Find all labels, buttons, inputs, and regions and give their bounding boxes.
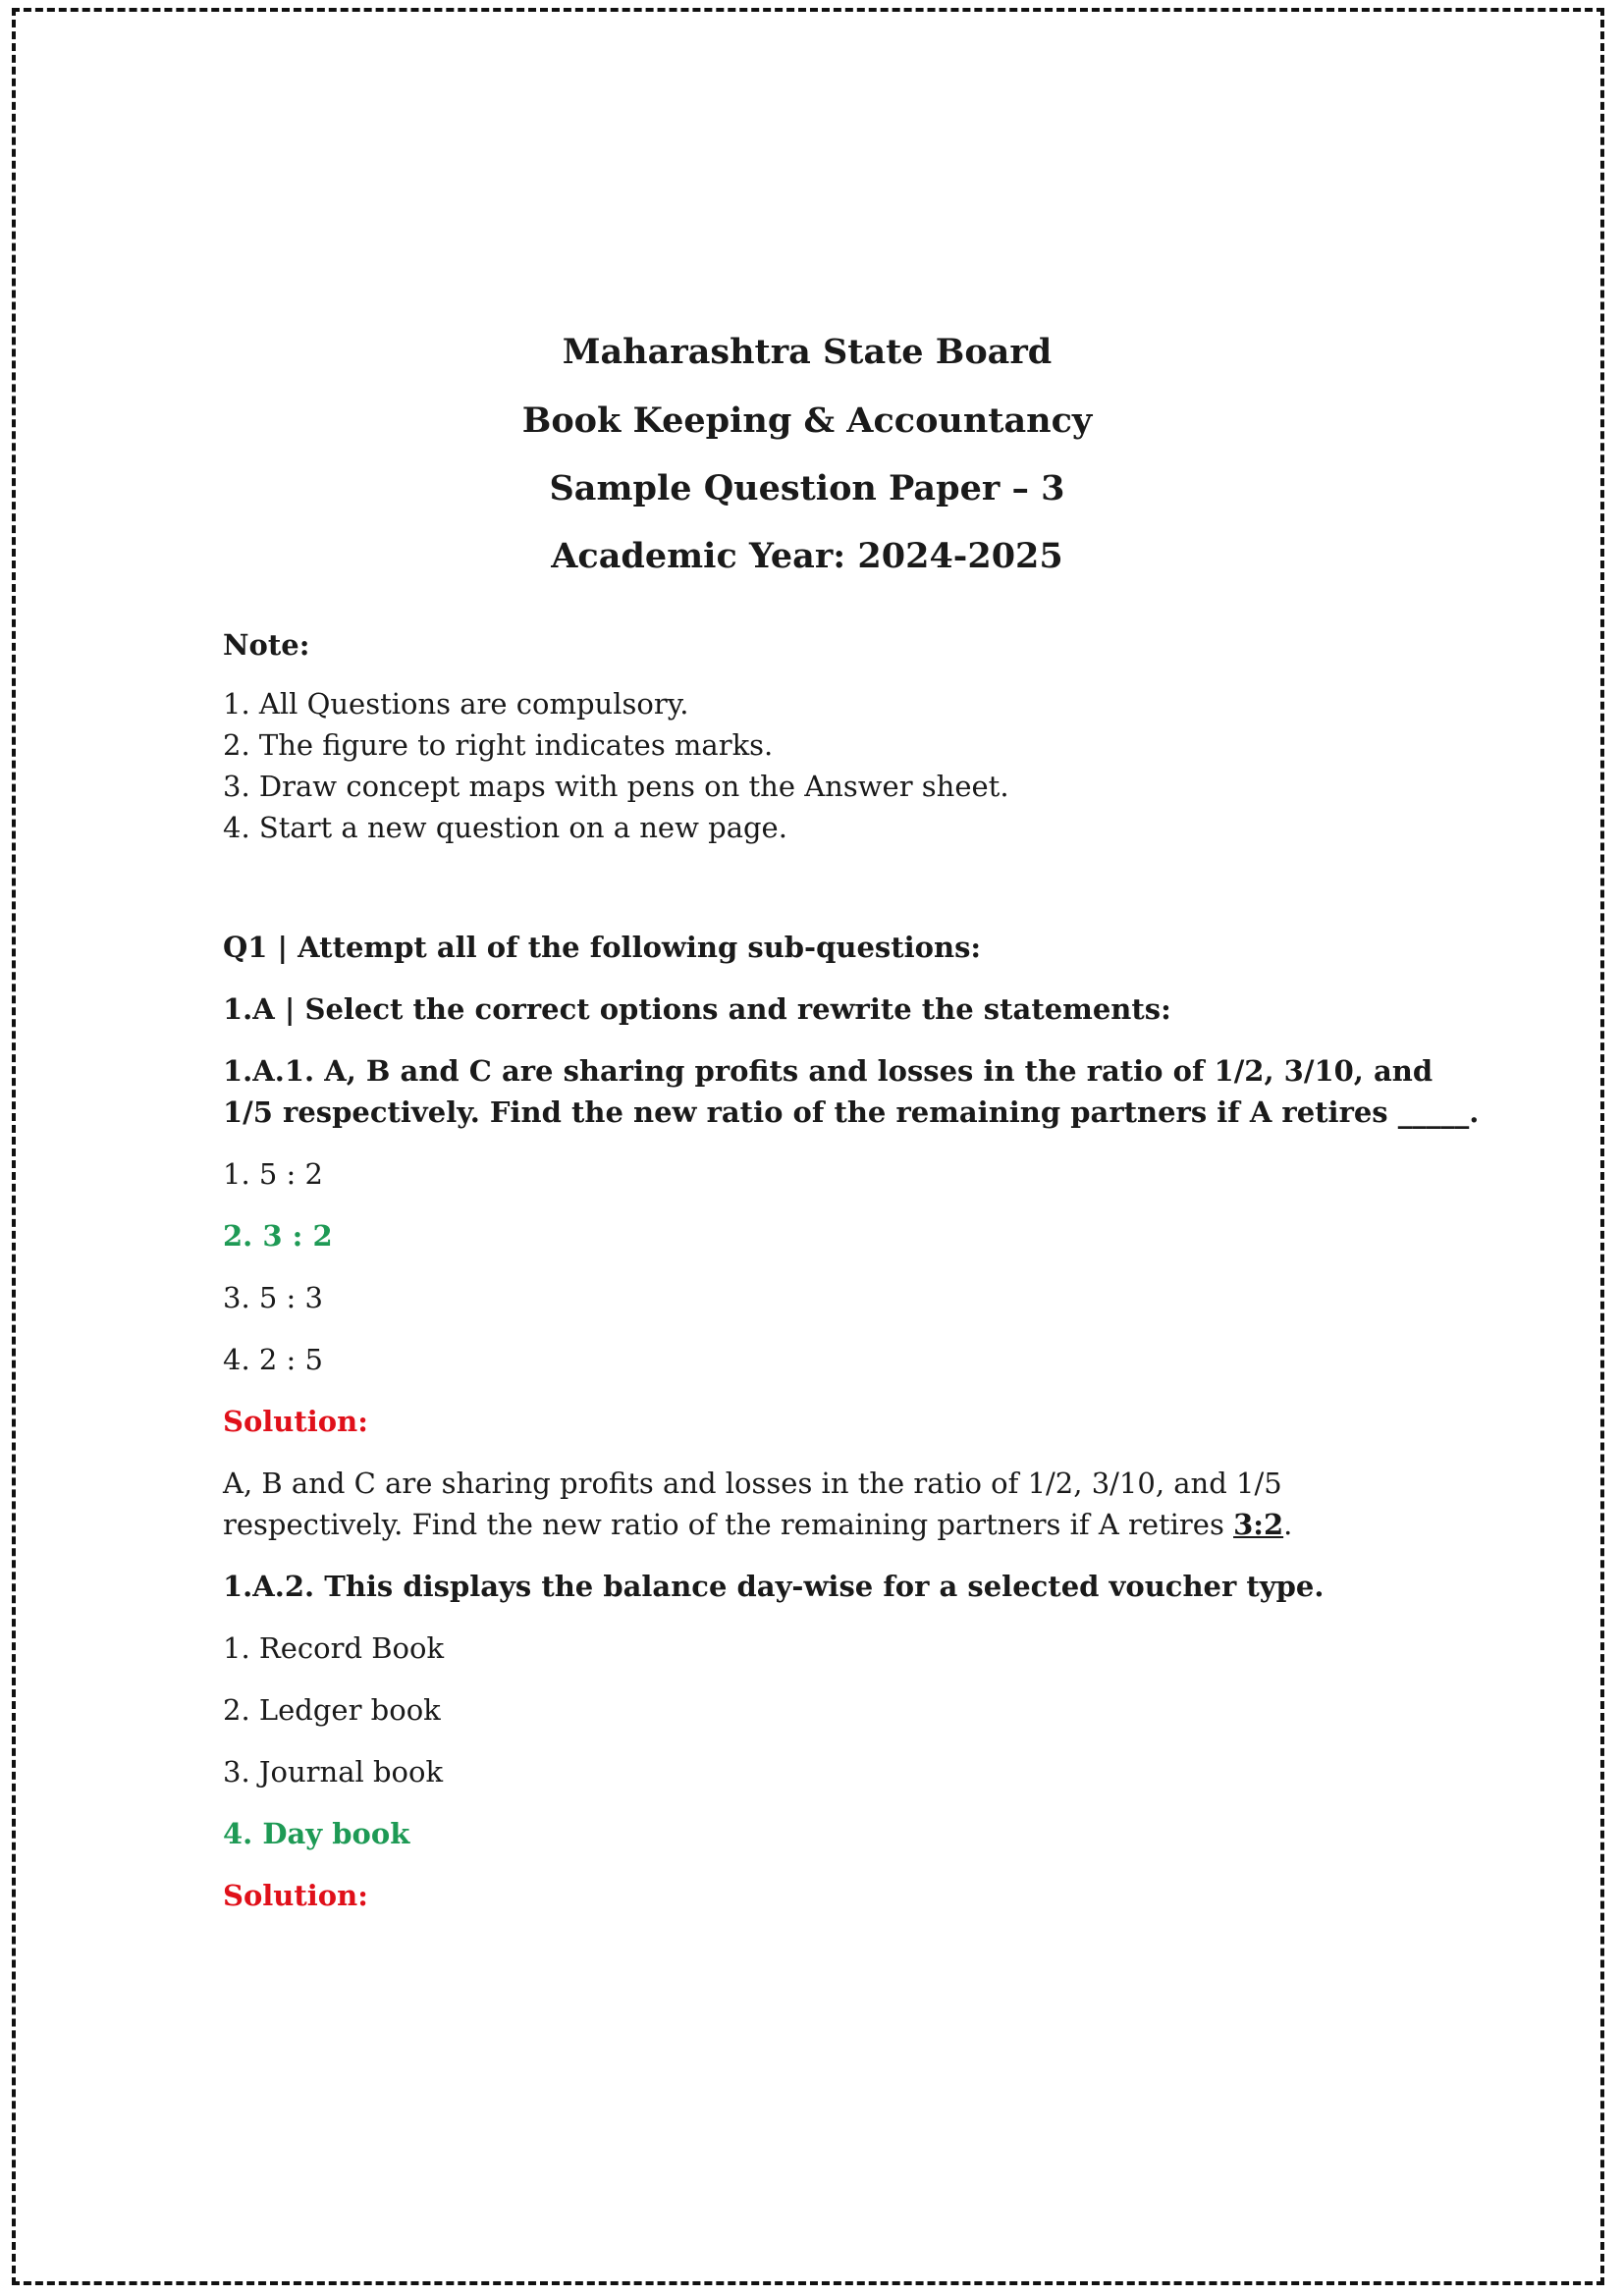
- note-item: 4. Start a new question on a new page.: [223, 811, 787, 844]
- solution-1a1-line1: A, B and C are sharing profits and losses in the ratio of 1/2, 3/10, and 1/5: [223, 1467, 1282, 1500]
- note-item: 1. All Questions are compulsory.: [223, 687, 689, 721]
- option-1a1-2-correct: 2. 3 : 2: [223, 1219, 333, 1253]
- academic-year: Academic Year: 2024-2025: [551, 536, 1063, 576]
- option-1a1-1: 1. 5 : 2: [223, 1157, 323, 1191]
- note-item: 2. The figure to right indicates marks.: [223, 728, 774, 762]
- solution-1a1-answer: 3:2: [1233, 1508, 1284, 1541]
- solution-label-1a1: Solution:: [223, 1405, 368, 1438]
- option-1a1-3: 3. 5 : 3: [223, 1281, 323, 1314]
- question-1a2: 1.A.2. This displays the balance day-wise for a selected voucher type.: [223, 1570, 1325, 1603]
- option-1a2-1: 1. Record Book: [223, 1631, 445, 1665]
- solution-label-1a2: Solution:: [223, 1879, 368, 1912]
- subject-title: Book Keeping & Accountancy: [521, 400, 1093, 441]
- option-1a2-3: 3. Journal book: [223, 1755, 444, 1789]
- option-1a2-2: 2. Ledger book: [223, 1693, 441, 1727]
- solution-1a1-suffix: .: [1283, 1508, 1293, 1541]
- note-item: 3. Draw concept maps with pens on the Answer sheet.: [223, 770, 1009, 803]
- question-1a1-line1: 1.A.1. A, B and C are sharing profits and losses in the ratio of 1/2, 3/10, and: [223, 1054, 1434, 1088]
- solution-1a1-line2: [223, 1508, 1292, 1541]
- question-1a1-line2: 1/5 respectively. Find the new ratio of the remaining partners if A retires _____.: [223, 1095, 1480, 1129]
- board-title: Maharashtra State Board: [562, 332, 1053, 372]
- option-1a1-4: 4. 2 : 5: [223, 1343, 323, 1376]
- q1-heading: Q1 | Attempt all of the following sub-questions:: [223, 931, 982, 964]
- section-a-heading: 1.A | Select the correct options and rewrite the statements:: [223, 992, 1171, 1026]
- note-title: Note:: [223, 628, 310, 662]
- paper-title: Sample Question Paper – 3: [549, 468, 1065, 508]
- option-1a2-4-correct: 4. Day book: [223, 1817, 410, 1850]
- solution-1a1-text: respectively. Find the new ratio of the remaining partners if A retires: [223, 1508, 1234, 1541]
